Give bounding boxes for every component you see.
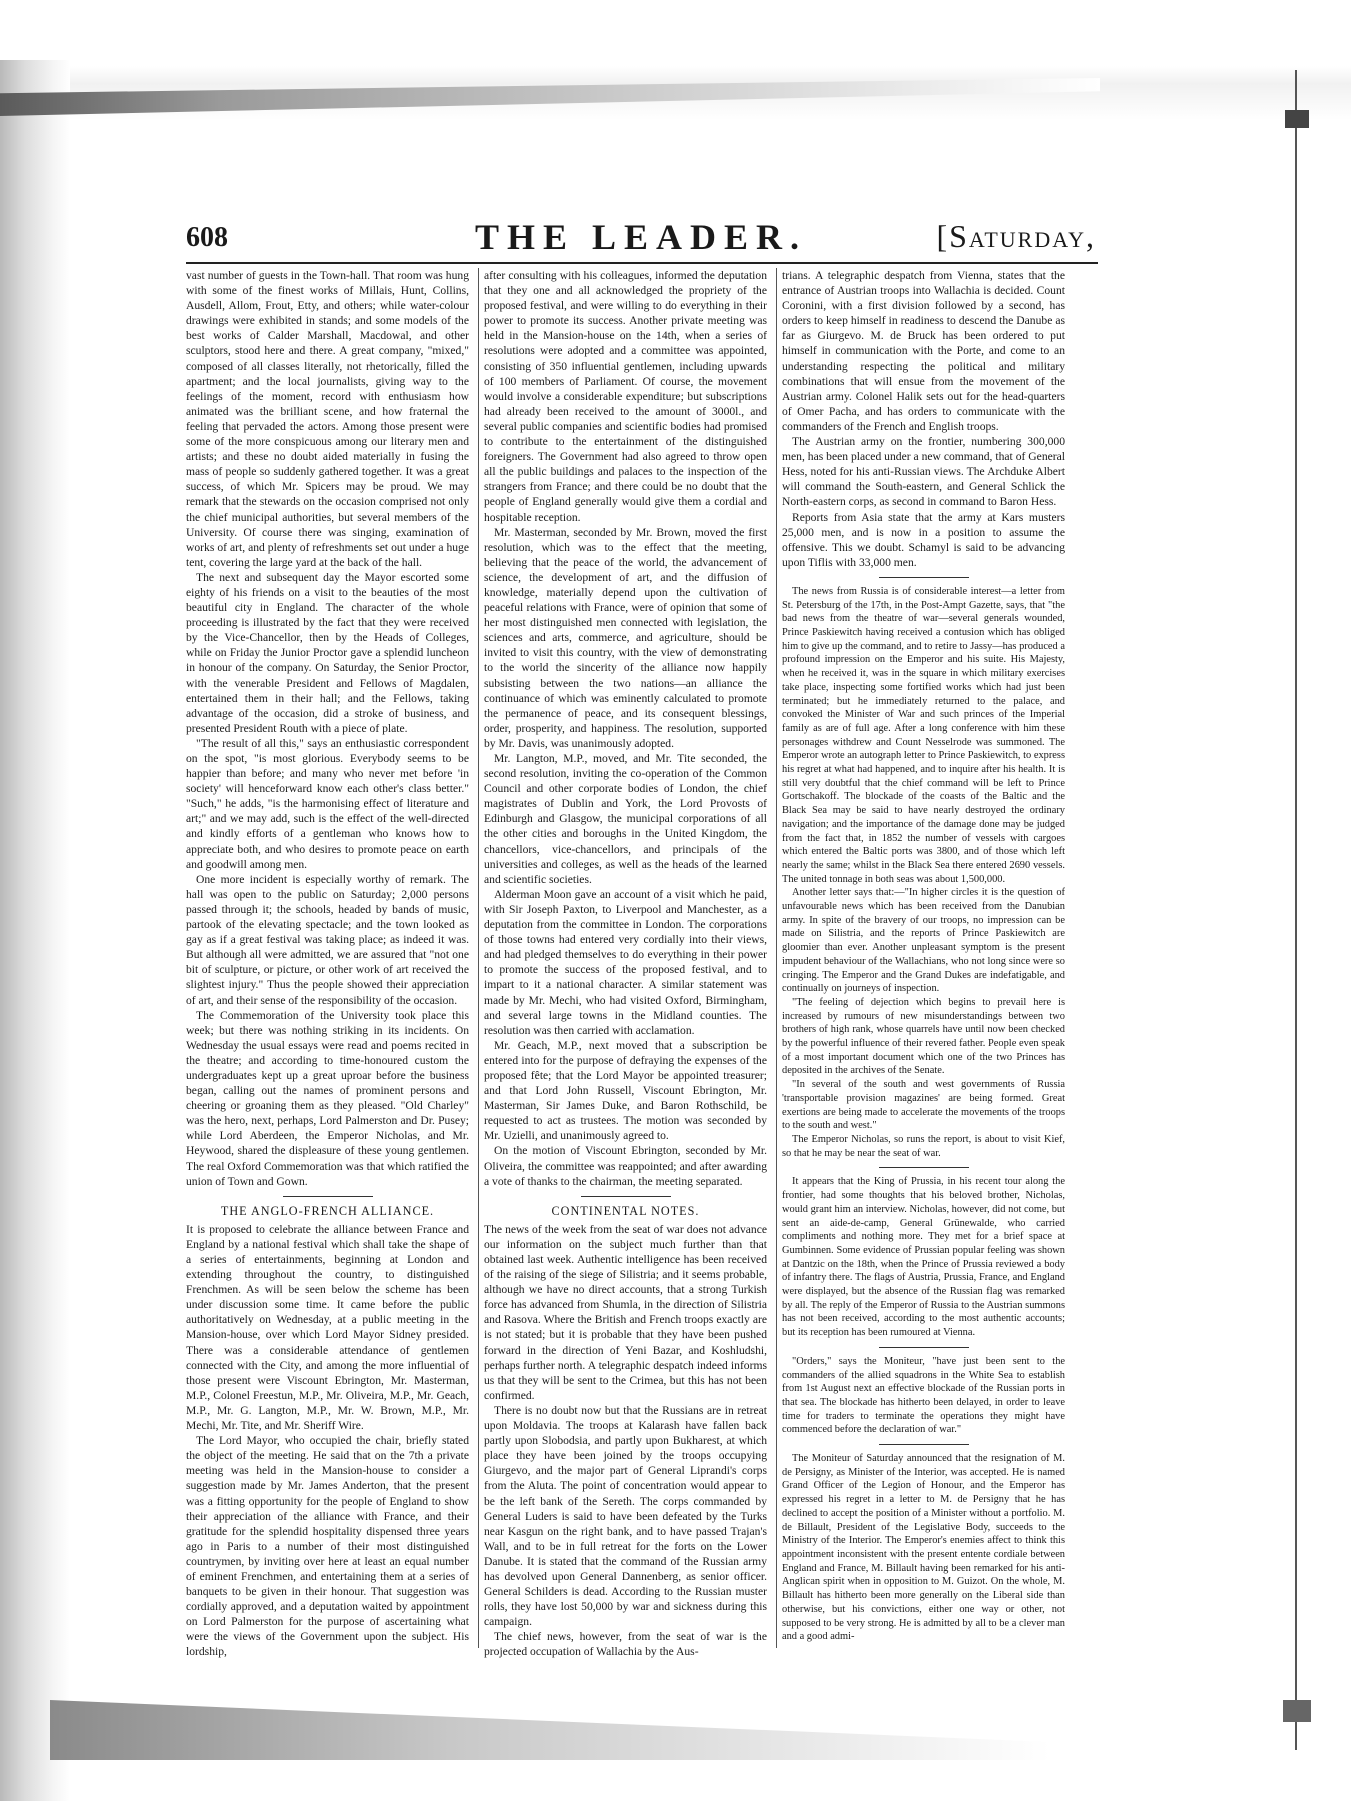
section-rule	[879, 1347, 969, 1348]
column-2	[484, 268, 767, 1660]
news-block-blockade	[782, 1355, 1065, 1437]
binding-foot	[1283, 1700, 1311, 1722]
section-rule	[581, 1196, 671, 1197]
news-block-russia	[782, 585, 1065, 1161]
newspaper-title: THE LEADER.	[474, 217, 808, 257]
paragraph: "The result of all this," says an enthusiastic correspondent on the spot, "is most glorious. Everybody seems to be happier than before; and many who never met before 'in society' will henceforward know each other's class better." "Such," he adds, "is the harmonising effect of literature and art;" and we may add, such is the effect of the well-directed and kindly efforts of a gentleman who knows how to appreciate both, and who desires to promote peace on earth and goodwill among men.	[186, 736, 469, 871]
paragraph: The chief news, however, from the seat of war is the projected occupation of Wallachia by the Aus-	[484, 1630, 767, 1659]
section-heading: THE ANGLO-FRENCH ALLIANCE.	[220, 1203, 435, 1218]
paragraph: Alderman Moon gave an account of a visit which he paid, with Sir Joseph Paxton, to Liverpool and Manchester, as a deputation from the committee in London. The corporations of those towns had entered very cordially into their views, and had pledged themselves to do everything in their power to promote the success of the proposed festival, and to impart to it a national character. A similar statement was made by Mr. Mechi, who had visited Oxford, Birmingham, and several large towns in the Midland counties. The resolution was then carried with acclamation.	[484, 887, 767, 1037]
section-rule	[879, 1167, 969, 1168]
paragraph: The next and subsequent day the Mayor escorted some eighty of his friends on a visit to the beauties of the most beautiful city in England. The character of the whole proceeding is illustrated by the fact that they were received by the Vice-Chancellor, then by the Heads of Colleges, while on Friday the Junior Proctor gave a splendid luncheon in honour of the company. On Saturday, the Senior Proctor, with the venerable President and Fellows of Magdalen, entertained them in their hall; and the Fellows, taking advantage of the occasion, did a stroke of business, and presented President Routh with a piece of plate.	[186, 570, 469, 735]
paragraph: "The feeling of dejection which begins to prevail here is increased by rumours of new misunderstandings between two brothers of high rank, whose quarrels have until now been checked by the powerful influence of their revered father. People even speak of a most important document which one of the two Princes has deposited in the archives of the Senate.	[782, 996, 1065, 1077]
column-3	[782, 268, 1065, 1644]
paragraph: It appears that the King of Prussia, in his recent tour along the frontier, had some thoughts that his beloved brother, Nicholas, would grant him an interview. Nicholas, however, did not come, but sent an aide-de-camp, General Grünewalde, who carried compliments and nothing more. They met for a brief space at Gumbinnen. Some evidence of Prussian popular feeling was shown at Dantzic on the 18th, when the Prince of Prussia reviewed a body of infantry there. The flags of Austria, Prussia, France, and England were displayed, but the absence of the Russian flag was remarked by all. The reply of the Emperor of Russia to the Austrian summons has not been received, according to the most authentic accounts; but its reception has been rumoured at Vienna.	[782, 1176, 1065, 1339]
paragraph: One more incident is especially worthy of remark. The hall was open to the public on Saturday; 2,000 persons passed through it; the schools, headed by bands of music, partook of the elevating spectacle; and the town looked as gay as if a great festival was taking place; as indeed it was. But although all were admitted, we are assured that "not one bit of sculpture, or picture, or other work of art received the slightest injury." Thus the people showed their appreciation of art, and their sense of the responsibility of the occasion.	[186, 872, 469, 1007]
page-number: 608	[186, 222, 228, 253]
paragraph: The news of the week from the seat of war does not advance our information on the subject much further than that obtained last week. Authentic intelligence has been received of the raising of the siege of Silistria; and it seems probable, although we have no direct accounts, that a strong Turkish force has advanced from Shumla, in the direction of Silistria and Rasova. Where the British and French troops exactly are is not stated; but it is probable that they have been pushed forward in the direction of Yeni Bazar, and Koshludshi, perhaps further north. A telegraphic despatch indeed informs us that they will be sent to the Crimea, but this has not been confirmed.	[484, 1222, 767, 1402]
paragraph: "Orders," says the Moniteur, "have just been sent to the commanders of the allied squadrons in the White Sea to establish from 1st August next an effective blockade of the Russian ports in that sea. The blockade has hitherto been delayed, in order to leave time for traders to terminate the operations they might have commenced before the declaration of war."	[782, 1355, 1065, 1436]
paragraph: The news from Russia is of considerable interest—a letter from St. Petersburg of the 17th, in the Post-Ampt Gazette, says, that "the bad news from the theatre of war—several generals wounded, Prince Paskiewitch having received a contusion which has obliged him to give up the command, and to retire to Jassy—has produced a profound impression on the Emperor and his suite. His Majesty, when he received it, was in the square in which military exercises take place, inspecting some fortified works which had just been terminated; but he immediately returned to the palace, and convoked the Minister of War and such princes of the Imperial family as are of full age. After a long conference with him these personages withdrew and Count Nesselrode was summoned. The Emperor wrote an autograph letter to Prince Paskiewitch, to express his regret at what had happened, and to inquire after his health. It is still very doubtful that the chief command will be left to Prince Gortschakoff. The blockade of the coasts of the Baltic and the Black Sea may be said to have nearly destroyed the ordinary navigation; and the importance of the damage done may be judged from the fact that, in 1852 the number of vessels with cargoes which entered the Baltic ports was 3800, and of those which left nearly the same; whilst in the Black Sea there entered 2690 vessels. The united tonnage in both seas was about 1,500,000.	[782, 585, 1065, 885]
section-heading: CONTINENTAL NOTES.	[551, 1203, 700, 1218]
column-divider	[776, 268, 777, 1648]
paragraph: "In several of the south and west governments of Russia 'transportable provision magazines' are being formed. Great exertions are being made to accelerate the movements of the troops to the south and west."	[782, 1079, 1065, 1132]
page-shadow-left	[0, 60, 70, 1801]
paragraph: trians. A telegraphic despatch from Vienna, states that the entrance of Austrian troops into Wallachia is decided. Count Coronini, with a first division followed by a second, has orders to keep himself in readiness to descend the Danube as far as Giurgevo. M. de Bruck has been ordered to put himself in communication with the Porte, and come to an understanding respecting the political and military combinations that will ensue from the movement of the Austrian army. Colonel Halik sets out for the head-quarters of Omer Pacha, and has orders to communicate with the commanders of the French and English troops.	[782, 269, 1065, 433]
paragraph: after consulting with his colleagues, informed the deputation that they one and all acknowledged the propriety of the proposed festival, and were willing to do everything in their power to promote its success. Another private meeting was held in the Mansion-house on the 14th, when a series of resolutions were adopted and a committee was appointed, consisting of 350 influential gentlemen, including upwards of 100 members of Parliament. Of course, the movement would involve a considerable expenditure; but subscriptions had already been received to the amount of 3000l., and several public companies and scientific bodies had promised to contribute to the entertainment of the distinguished foreigners. The Government had also agreed to throw open all the public buildings and palaces to the inspection of the strangers from France; and there could be no doubt that the people of England generally would give them a cordial and hospitable reception.	[484, 269, 767, 524]
paragraph: Another letter says that:—"In higher circles it is the question of unfavourable news which has been received from the Danubian army. In spite of the bravery of our troops, no impression can be made on Silistria, and the reports of Prince Paskiewitch are gloomier than ever. Another unpleasant symptom is the present impudent behaviour of the Wallachians, who not long since were so cringing. The Emperor and the Grand Dukes are indefatigable, and continually on journeys of inspection.	[782, 887, 1065, 995]
binding-cap	[1285, 110, 1309, 128]
paragraph: Mr. Masterman, seconded by Mr. Brown, moved the first resolution, which was to the effect that the meeting, believing that the peace of the world, the advancement of science, the development of art, and the diffusion of knowledge, materially depend upon the cultivation of peaceful relations with France, were of opinion that some of her most distinguished men connected with legislation, the sciences and arts, commerce, and agriculture, should be invited to visit this country, with the view of demonstrating to the world the sincerity of the alliance now happily subsisting between the two nations—an alliance the continuance of which was eminently calculated to promote the permanence of peace, and its consequent blessings, order, prosperity, and happiness. The resolution, supported by Mr. Davis, was unanimously adopted.	[484, 525, 767, 750]
paragraph: The Moniteur of Saturday announced that the resignation of M. de Persigny, as Minister of the Interior, was accepted. He is named Grand Officer of the Legion of Honour, and the Emperor has expressed his regret in a letter to M. de Persigny that he has declined to accept the position of a Minister without a portfolio. M. de Billault, President of the Legislative Body, succeeds to the Ministry of the Interior. The Emperor's enemies affect to think this appointment inconsistent with the present entente cordiale between England and France, M. Billault having been remarked for his anti-Anglican spirit when in opposition to M. Guizot. On the whole, M. Billault has hitherto been more generally on the Liberal side than otherwise, but his convictions, either one way or other, not supposed to be very strong. He is admitted by all to be a clever man and a good admi-	[782, 1453, 1065, 1643]
paragraph: vast number of guests in the Town-hall. That room was hung with some of the finest works of Millais, Hunt, Collins, Ausdell, Allom, Frout, Etty, and others; while water-colour drawings were exhibited in stands; and some models of the best works of Calder Marshall, Macdowal, and other sculptors, stood here and there. A great company, "mixed," composed of all classes literally, not rhetorically, filled the apartment; and the local journalists, giving way to the feelings of the moment, record with enthusiasm how animated was the brilliant scene, and how fraternal the feeling that pervaded the actors. Among those present were some of the more conspicuous among our literary men and artists; and these no doubt aided materially in fusing the mass of people so suddenly gathered together. It was a great success, of which Mr. Spicers may be proud. We may remark that the stewards on the occasion comprised not only the chief municipal authorities, but several members of the University. Of course there was singing, examination of works of art, and plenty of refreshments set out under a huge tent, covering the large yard at the back of the hall.	[186, 269, 469, 569]
column-1	[186, 268, 469, 1660]
paragraph: The Emperor Nicholas, so runs the report, is about to visit Kief, so that he may be near the seat of war.	[782, 1134, 1065, 1159]
scan-fold-bottom	[50, 1700, 1050, 1760]
paragraph: The Lord Mayor, who occupied the chair, briefly stated the object of the meeting. He said that on the 7th a private meeting was held in the Mansion-house to consider a suggestion made by Mr. James Anderton, that the present was a fitting opportunity for the people of England to show their appreciation of the alliance with France, and their gratitude for the splendid hospitality dispensed three years ago in Paris to a number of their most distinguished countrymen, by inviting over here at least an equal number of eminent Frenchmen, and entertaining them at a series of banquets to be given in their honour. That suggestion was cordially approved, and a deputation waited by appointment on Lord Palmerston for the purpose of ascertaining what were the views of the Government upon the subject. His lordship,	[186, 1434, 469, 1659]
paragraph: Mr. Langton, M.P., moved, and Mr. Tite seconded, the second resolution, inviting the co-operation of the Common Council and other corporate bodies of London, the chief magistrates of Dublin and York, the Lord Provosts of Edinburgh and Glasgow, the municipal corporations of all the other cities and boroughs in the United Kingdom, the chancellors, vice-chancellors, and principals of the universities and colleges, as well as the heads of the learned and scientific societies.	[484, 752, 767, 886]
paragraph: The Austrian army on the frontier, numbering 300,000 men, has been placed under a new command, that of General Hess, noted for his anti-Russian views. The Archduke Albert will command the South-eastern, and General Schlick the North-eastern corps, as second in command to Baron Hess.	[782, 435, 1065, 509]
paragraph: Mr. Geach, M.P., next moved that a subscription be entered into for the purpose of defraying the expenses of the proposed fête; that the Lord Mayor be appointed treasurer; and that Lord John Russell, Viscount Ebrington, Mr. Masterman, Sir James Duke, and Baron Rothschild, be requested to act as trustees. The motion was seconded by Mr. Uzielli, and unanimously agreed to.	[484, 1038, 767, 1143]
issue-day: [Saturday,	[936, 218, 1096, 254]
news-block-prussia	[782, 1175, 1065, 1339]
paragraph: On the motion of Viscount Ebrington, seconded by Mr. Oliveira, the committee was reappointed; and after awarding a vote of thanks to the chairman, the meeting separated.	[484, 1144, 767, 1188]
news-block-moniteur	[782, 1452, 1065, 1644]
masthead	[186, 212, 1096, 262]
paragraph: It is proposed to celebrate the alliance between France and England by a national festival which shall take the shape of a series of entertainments, beginning at London and extending throughout the country, to distinguished Frenchmen. As will be seen below the scheme has been under discussion some time. It came before the public authoritatively on Wednesday, at a public meeting in the Mansion-house, over which Lord Mayor Sidney presided. There was a considerable attendance of gentlemen connected with the City, and among the more influential of those present were Viscount Ebrington, Mr. Masterman, M.P., Colonel Freestun, M.P., Mr. Oliveira, M.P., Mr. Geach, M.P., Mr. G. Langton, M.P., Mr. W. Brown, M.P., Mr. Mechi, Mr. Tite, and Mr. Sheriff Wire.	[186, 1222, 469, 1433]
book-binding-edge	[1295, 70, 1327, 1750]
paragraph: There is no doubt now but that the Russians are in retreat upon Moldavia. The troops at Kalarash have fallen back partly upon Slobodsia, and partly upon Bukharest, at which place they have been joined by the troops occupying Giurgevo, and the major part of General Liprandi's corps from the Aluta. The point of concentration would appear to be the left bank of the Sereth. The corps commanded by General Luders is said to have been defeated by the Turks near Kasgun on the right bank, and to have passed Trajan's Wall, and to be in full retreat for the forts on the Lower Danube. It is stated that the command of the Russian army has devolved upon General Dannenberg, as senior officer. General Schilders is dead. According to the Russian muster rolls, they have lost 50,000 by war and sickness during this campaign.	[484, 1403, 767, 1629]
section-rule	[879, 1444, 969, 1445]
section-rule	[879, 577, 969, 578]
masthead-rule	[186, 262, 1098, 264]
paragraph: Reports from Asia state that the army at Kars musters 25,000 men, and is now in a position to assume the offensive. This we doubt. Schamyl is said to be advancing upon Tiflis with 33,000 men.	[782, 510, 1065, 569]
section-rule	[283, 1196, 373, 1197]
paragraph: The Commemoration of the University took place this week; but there was nothing striking in its incidents. On Wednesday the usual essays were read and poems recited in the theatre; and according to time-honoured custom the undergraduates kept up a great uproar before the business began, calling out the names of prominent persons and cheering or groaning them as they pleased. "Old Charley" was the hero, next, perhaps, Lord Palmerston and Dr. Pusey; while Lord Aberdeen, the Emperor Nicholas, and Mr. Heywood, shared the displeasure of these young gentlemen. The real Oxford Commemoration was that which ratified the union of Town and Gown.	[186, 1008, 469, 1188]
column-divider	[478, 268, 479, 1648]
